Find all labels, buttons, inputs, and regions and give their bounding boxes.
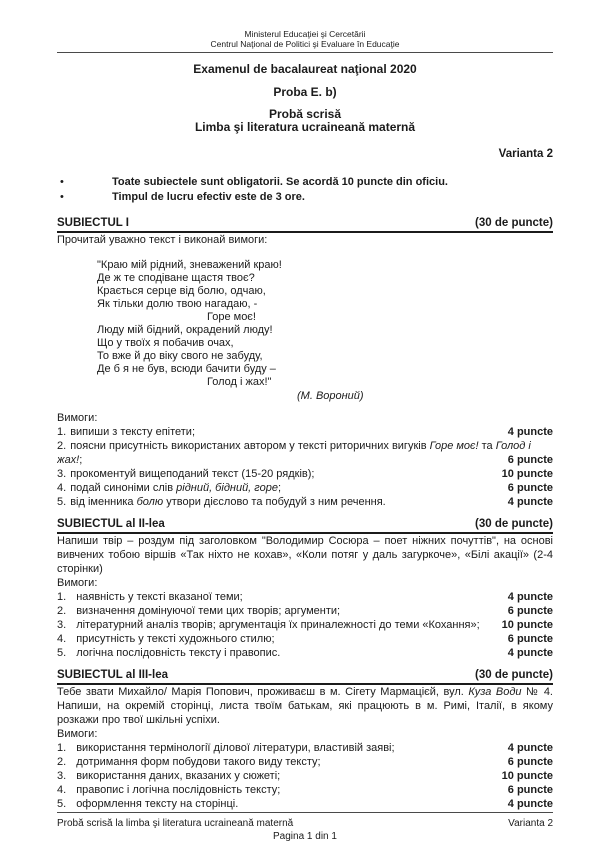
requirement-number: 3. [57, 468, 67, 480]
requirement-points: 4 puncte [507, 591, 553, 603]
text-part: присутність у тексті художнього стилю; [76, 633, 275, 645]
requirements-list [57, 590, 553, 660]
section-heading [57, 669, 553, 685]
requirement-points: 6 puncte [507, 605, 553, 617]
poem-line: Горе моє! [207, 311, 256, 323]
poem-author: (М. Вороний) [297, 390, 364, 402]
requirements-label: Вимоги: [57, 577, 98, 589]
note-item [57, 190, 553, 205]
text-part: використання термінології ділової літератури, властивій заяві; [76, 742, 395, 754]
requirement-points: 10 puncte [501, 619, 553, 631]
requirement-number: 3. [57, 770, 67, 782]
text-part: наявність у тексті вказаної теми; [76, 591, 243, 603]
requirement-item [57, 425, 553, 439]
requirement-points: 10 puncte [501, 770, 553, 782]
requirement-number: 2. [57, 756, 67, 768]
text-part: дотримання форм побудови такого виду тексту; [76, 756, 321, 768]
text-part: логічна послідовність тексту і правопис. [76, 647, 281, 659]
subject-1-section [57, 217, 553, 509]
requirement-points: 6 puncte [507, 454, 553, 466]
text-part: випиши з тексту епітети; [70, 426, 196, 438]
requirement-number: 1. [57, 742, 67, 754]
requirement-item [57, 590, 553, 604]
text-part: від іменника [70, 496, 137, 508]
requirement-number: 5. [57, 496, 67, 508]
text-part: літературний аналіз творів; аргументація їх приналежності до теми «Кохання»; [76, 619, 480, 631]
requirement-points: 6 puncte [507, 756, 553, 768]
requirement-number: 2. [57, 440, 67, 452]
general-notes [57, 175, 553, 205]
requirement-points: 6 puncte [507, 784, 553, 796]
requirement-item [57, 797, 553, 811]
requirement-points: 4 puncte [507, 798, 553, 810]
footer-variant-label: Varianta 2 [508, 818, 553, 829]
poem-line: "Краю мій рідний, зневажений краю! [97, 259, 282, 271]
text-part: Горе моє! [429, 440, 479, 452]
subject-2-section [57, 518, 553, 660]
text-part: ; [79, 454, 83, 466]
poem-line: Люду мій бідний, окрадений люду! [97, 324, 273, 336]
text-part: поясни присутність використаних автором у тексті риторичних вигуків [70, 440, 430, 452]
text-part: рідний, бідний, горе [176, 482, 278, 494]
section-points: (30 de puncte) [475, 518, 553, 530]
requirement-item [57, 632, 553, 646]
requirement-text [70, 482, 281, 494]
poem-line: Що у твоїх я побачив очах, [97, 337, 234, 349]
text-part: Тебе звати Михайло/ Марія Попович, проживаєш в м. Сігету Мармацієй, вул. [57, 686, 469, 698]
requirement-number: 5. [57, 798, 67, 810]
task-paragraph [57, 685, 553, 727]
text-part: прокоментуй вищеподаний текст (15-20 рядків); [70, 468, 315, 480]
text-part: болю [136, 496, 164, 508]
requirement-number: 4. [57, 482, 67, 494]
section-title: SUBIECTUL al II-lea [57, 518, 165, 530]
poem-line: Де ж те сподіване щастя твоє? [97, 272, 255, 284]
center-name: Centrul Naţional de Politici şi Evaluare în Educaţie [210, 39, 400, 49]
requirement-item [57, 495, 553, 509]
footer-row [57, 817, 553, 830]
page-footer [57, 812, 553, 843]
section-title: SUBIECTUL al III-lea [57, 669, 168, 681]
subject-3-section [57, 669, 553, 811]
requirement-text [76, 798, 238, 810]
text-part: Напиши твір – роздум під заголовком "Володимир Сосюра – поет ніжних почуттів", на основі вивчених тобою віршів «Так ніхто не кохав», «Коли потяг у даль загуркоче», «Білі акації» (2-4 сторінки) [57, 535, 553, 575]
requirement-item [57, 741, 553, 755]
requirement-item [57, 646, 553, 660]
poem-line: Голод і жах!" [207, 376, 272, 388]
text-part: правопис і логічна послідовність тексту; [76, 784, 281, 796]
section-heading [57, 217, 553, 233]
requirement-text [70, 468, 314, 480]
requirement-points: 4 puncte [507, 647, 553, 659]
poem-line: Крається серце від болю, одчаю, [97, 285, 266, 297]
text-part: Голод і жах! [57, 440, 531, 466]
requirement-item [57, 439, 553, 467]
requirements-label: Вимоги: [57, 412, 98, 424]
poem-line: То вже й до віку свого не забуду, [97, 350, 263, 362]
requirement-text [76, 742, 394, 754]
requirement-text [76, 770, 280, 782]
requirement-text [57, 440, 531, 466]
text-part: № 4. Напиши, на окремій сторінці, листа твоїм батькам, які працюють в м. Римі, Італії, в якому розкажи про твої шкільні успіхи. [57, 686, 553, 726]
section-heading [57, 518, 553, 534]
requirement-points: 6 puncte [507, 633, 553, 645]
proba-label: Proba E. b) [273, 85, 337, 99]
requirement-text [76, 633, 274, 645]
requirement-text [76, 591, 243, 603]
requirement-item [57, 618, 553, 632]
footer-proba-label: Probă scrisă la limba şi literatura ucraineană maternă [57, 818, 294, 829]
requirement-text [76, 756, 320, 768]
requirement-number: 3. [57, 619, 67, 631]
requirement-number: 4. [57, 633, 67, 645]
text-part: використання даних, вказаних у сюжеті; [76, 770, 281, 782]
written-test-label: Probă scrisă [268, 107, 342, 121]
subject-name-title: Limba şi literatura ucraineană maternă [194, 120, 416, 134]
poem [97, 259, 553, 403]
requirement-points: 4 puncte [507, 426, 553, 438]
requirement-points: 4 puncte [507, 742, 553, 754]
requirement-points: 4 puncte [507, 496, 553, 508]
requirement-points: 10 puncte [501, 468, 553, 480]
requirement-points: 6 puncte [507, 482, 553, 494]
requirement-item [57, 604, 553, 618]
requirement-number: 2. [57, 605, 67, 617]
requirements-list [57, 741, 553, 811]
section-title: SUBIECTUL I [57, 217, 129, 229]
requirement-item [57, 783, 553, 797]
text-part: ; [277, 482, 282, 494]
requirement-number: 5. [57, 647, 67, 659]
requirement-item [57, 769, 553, 783]
requirements-list [57, 425, 553, 509]
document-header [57, 29, 553, 53]
requirement-text [70, 426, 195, 438]
bullet-marker: • [60, 176, 64, 188]
requirement-text [76, 784, 280, 796]
text-part: подай синоніми слів [70, 482, 177, 494]
requirement-number: 1. [57, 426, 67, 438]
requirement-item [57, 755, 553, 769]
requirement-text [70, 496, 386, 508]
poem-line: Де б я не був, всюди бачити буду – [97, 363, 276, 375]
requirement-text [76, 619, 480, 631]
text-part: та [478, 440, 496, 452]
note-text: Toate subiectele sunt obligatorii. Se acordă 10 puncte din oficiu. [112, 176, 448, 188]
text-part: оформлення тексту на сторінці. [76, 798, 239, 810]
text-part: Куза Води [468, 686, 522, 698]
note-text: Timpul de lucru efectiv este de 3 ore. [112, 191, 305, 203]
requirement-text [76, 605, 340, 617]
variant-label: Varianta 2 [498, 148, 553, 160]
intro-text: Прочитай уважно текст і виконай вимоги: [57, 234, 268, 246]
requirement-item [57, 467, 553, 481]
requirements-label: Вимоги: [57, 728, 98, 740]
exam-title: Examenul de bacalaureat naţional 2020 [193, 62, 417, 76]
section-points: (30 de puncte) [475, 217, 553, 229]
requirement-number: 1. [57, 591, 67, 603]
bullet-marker: • [60, 191, 64, 203]
text-part: утвори дієслово та побудуй з ним речення. [163, 496, 386, 508]
requirement-number: 4. [57, 784, 67, 796]
text-part: визначення домінуючої теми цих творів; аргументи; [76, 605, 341, 617]
note-item [57, 175, 553, 190]
poem-line: Як тільки долю твою нагадаю, - [97, 298, 258, 310]
section-points: (30 de puncte) [475, 669, 553, 681]
requirement-item [57, 481, 553, 495]
ministry-name: Ministerul Educaţiei şi Cercetării [244, 29, 366, 39]
task-paragraph [57, 534, 553, 576]
footer-page-number: Pagina 1 din 1 [273, 831, 337, 842]
requirement-text [76, 647, 280, 659]
